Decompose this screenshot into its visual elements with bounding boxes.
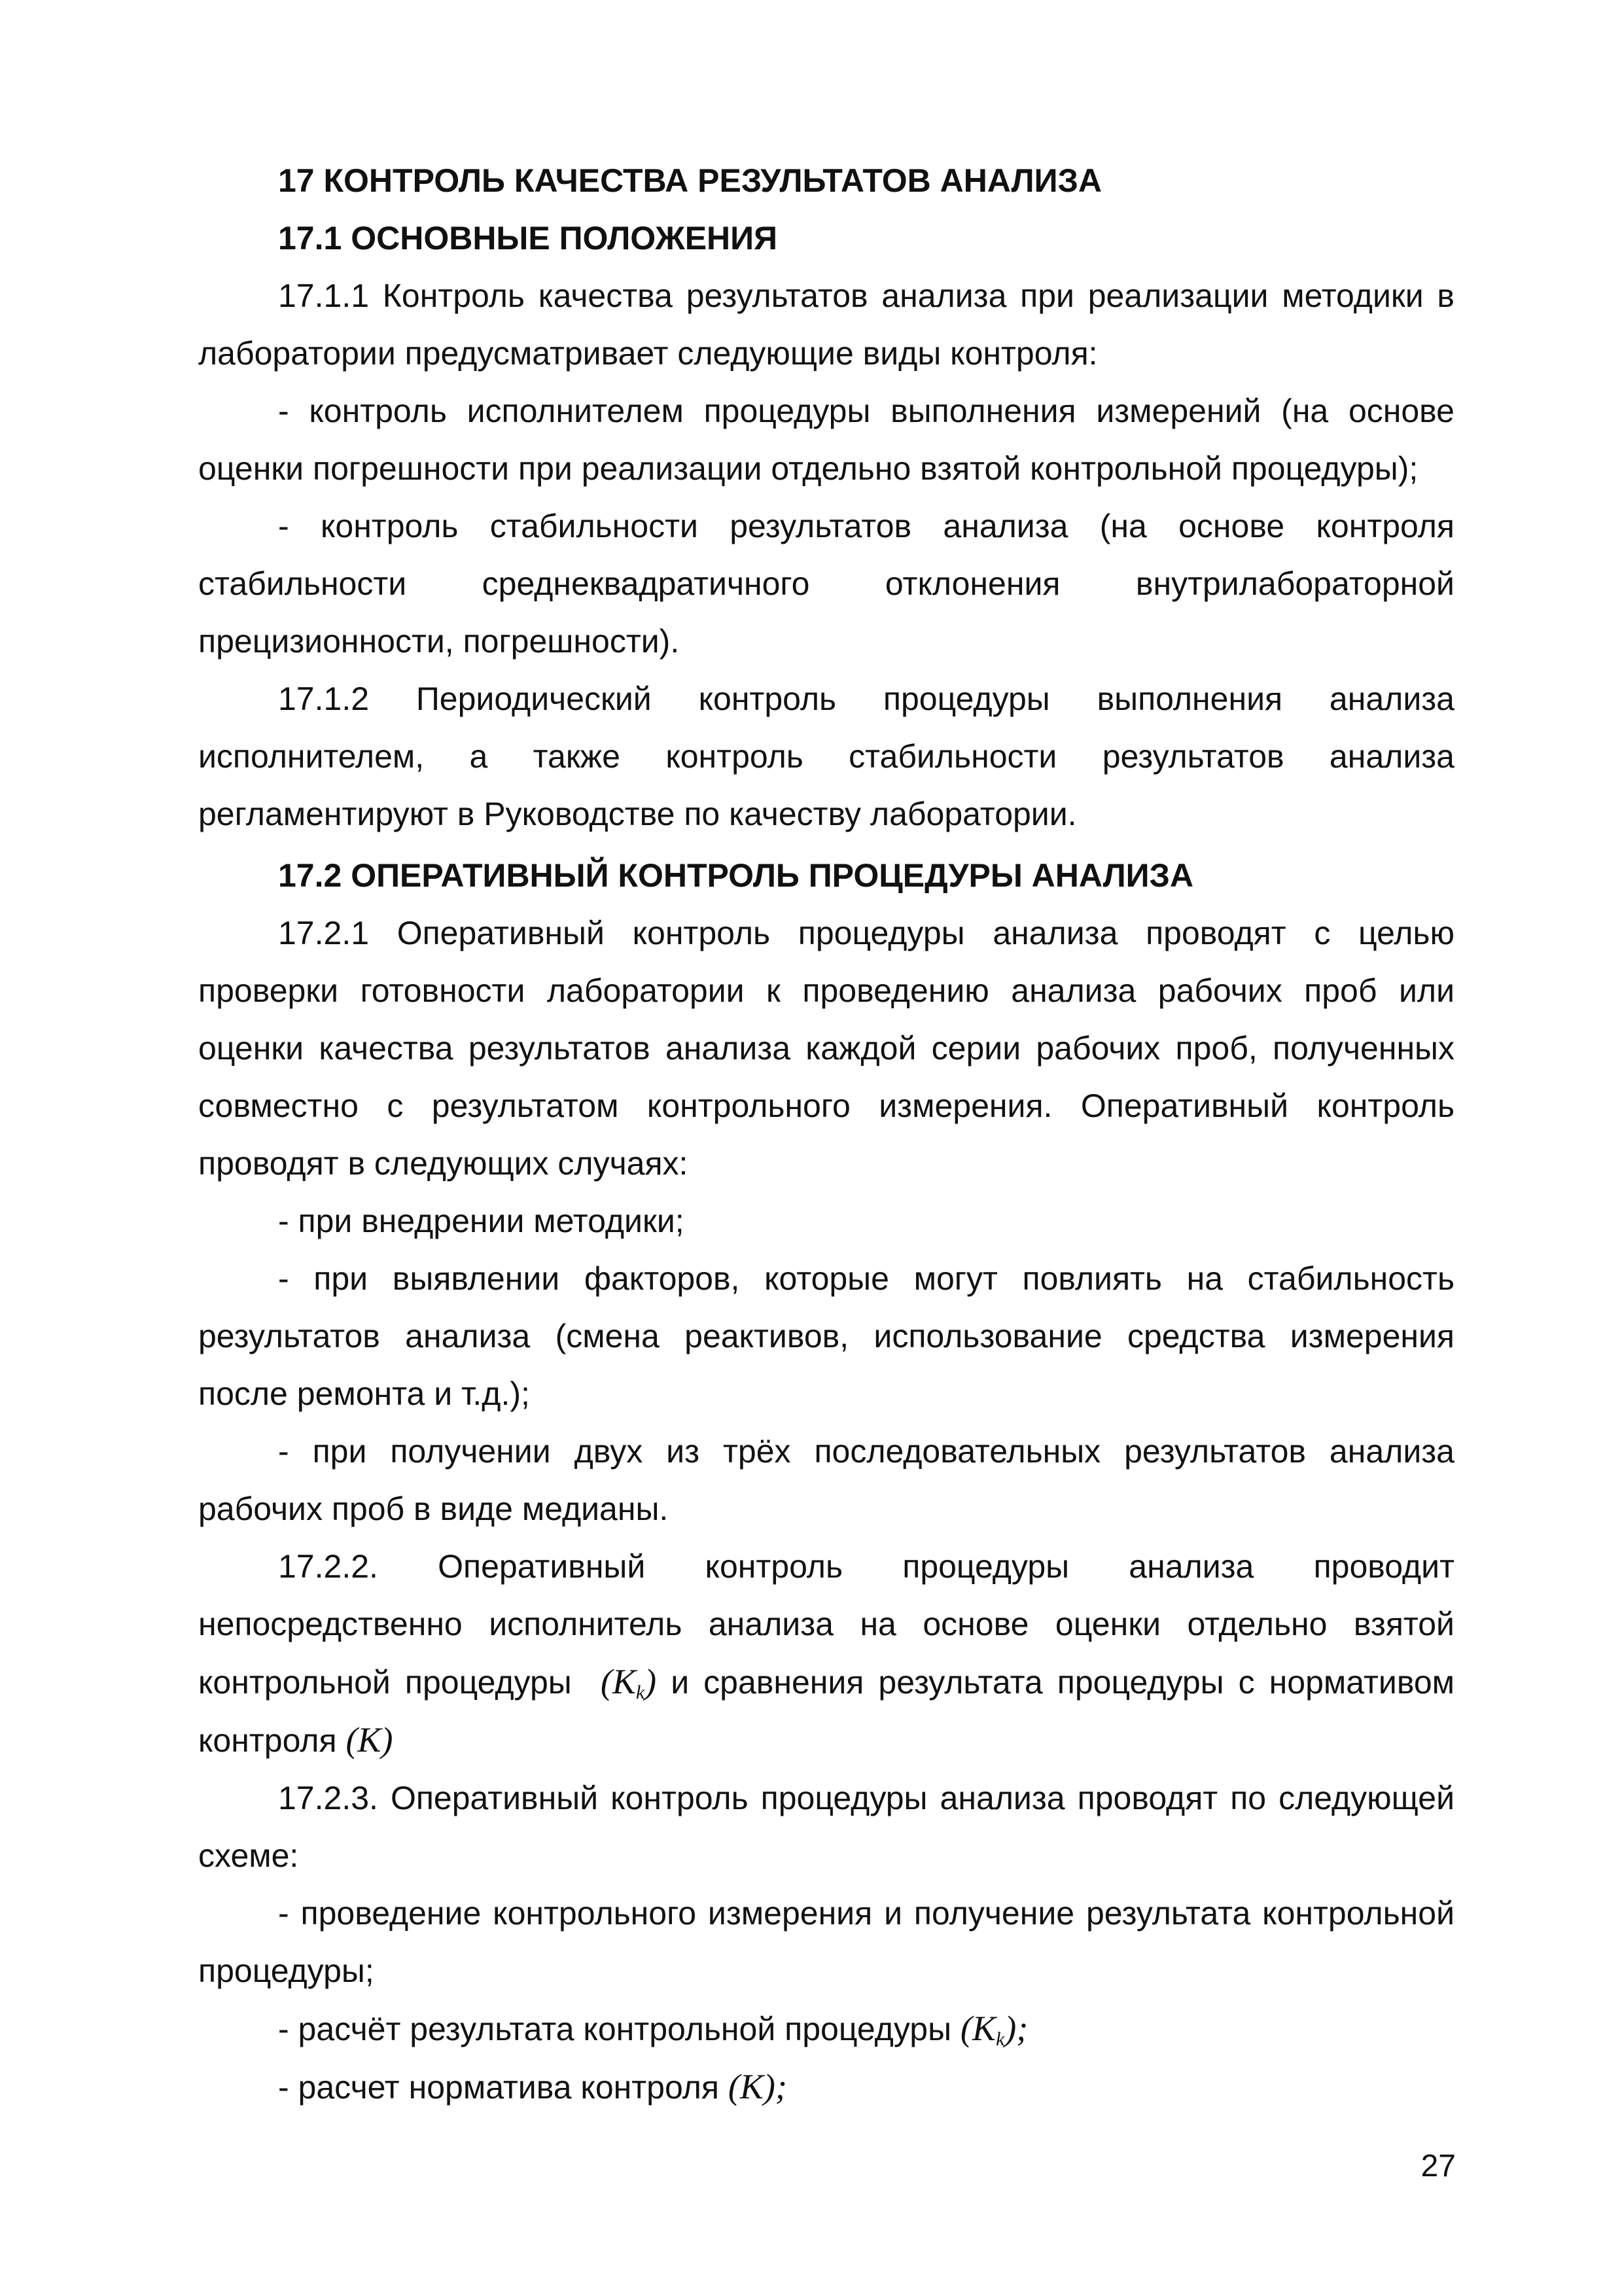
paragraph-17-2-3: 17.2.3. Оперативный контроль процедуры анализа проводят по следующей схеме: <box>198 1780 1455 1874</box>
list-item-17-2-3-c <box>198 2058 1455 2116</box>
list-item-17-2-1-a: - при внедрении методики; <box>278 1203 684 1239</box>
page-number: 27 <box>1420 2149 1456 2183</box>
list-item-17-2-3-c-text: - расчет норматива контроля <box>278 2069 719 2106</box>
paragraph-17-2-2-text-start: 17.2.2. Оперативный контроль процедуры анализа проводит непосредственно исполнитель анализа на основе оценки отдельно взятой контрольной процедуры <box>198 1548 1455 1701</box>
list-item-17-2-1-c: - при получении двух из трёх последовательных результатов анализа рабочих проб в виде медианы. <box>198 1433 1455 1527</box>
paragraph-17-2-2 <box>198 1538 1455 1769</box>
list-item-17-2-3-b-text: - расчёт результата контрольной процедуры <box>278 2011 952 2047</box>
formula-kk: $(K_k)$ <box>600 1662 657 1703</box>
paragraph-17-1-2: 17.1.2 Периодический контроль процедуры выполнения анализа исполнителем, а также контроль стабильности результатов анализа регламентируют в Руководстве по качеству лаборатории. <box>198 680 1455 832</box>
list-item-17-2-3-a: - проведение контрольного измерения и получение результата контрольной процедуры; <box>198 1895 1455 1989</box>
list-item-17-1-1-a: - контроль исполнителем процедуры выполнения измерений (на основе оценки погрешности при реализации отдельно взятой контрольной процедуры); <box>198 393 1455 487</box>
paragraph-17-2-1: 17.2.1 Оперативный контроль процедуры анализа проводят с целью проверки готовности лаборатории к проведению анализа рабочих проб или оценки качества результатов анализа каждой серии рабочих проб, полученных совместно с результатом контрольного измерения. Оперативный контроль проводят в следующих случаях: <box>198 915 1455 1182</box>
paragraph-17-2-2-text-middle: и сравнения результата процедуры с нормативом контроля <box>198 1664 1455 1759</box>
list-item-17-2-3-b <box>198 2000 1455 2058</box>
section-title: 17 КОНТРОЛЬ КАЧЕСТВА РЕЗУЛЬТАТОВ АНАЛИЗА <box>278 162 1102 199</box>
paragraph-17-1-1: 17.1.1 Контроль качества результатов анализа при реализации методики в лаборатории предусматривает следующие виды контроля: <box>198 277 1455 372</box>
subsection-title-17-1: 17.1 ОСНОВНЫЕ ПОЛОЖЕНИЯ <box>278 220 778 256</box>
list-item-17-1-1-b: - контроль стабильности результатов анализа (на основе контроля стабильности среднеквадратичного отклонения внутрилабораторной прецизионности, погрешности). <box>198 508 1455 660</box>
page-body <box>198 152 1455 2116</box>
subsection-title-17-2: 17.2 ОПЕРАТИВНЫЙ КОНТРОЛЬ ПРОЦЕДУРЫ АНАЛИЗА <box>278 857 1194 894</box>
formula-k: (K) <box>345 1720 393 1759</box>
list-item-17-2-1-b: - при выявлении факторов, которые могут повлиять на стабильность результатов анализа (смена реактивов, использование средства измерения после ремонта и т.д.); <box>198 1260 1455 1412</box>
formula-k-2: (K); <box>728 2067 787 2106</box>
formula-kk-2: $(K_k)$; <box>960 2009 1029 2050</box>
